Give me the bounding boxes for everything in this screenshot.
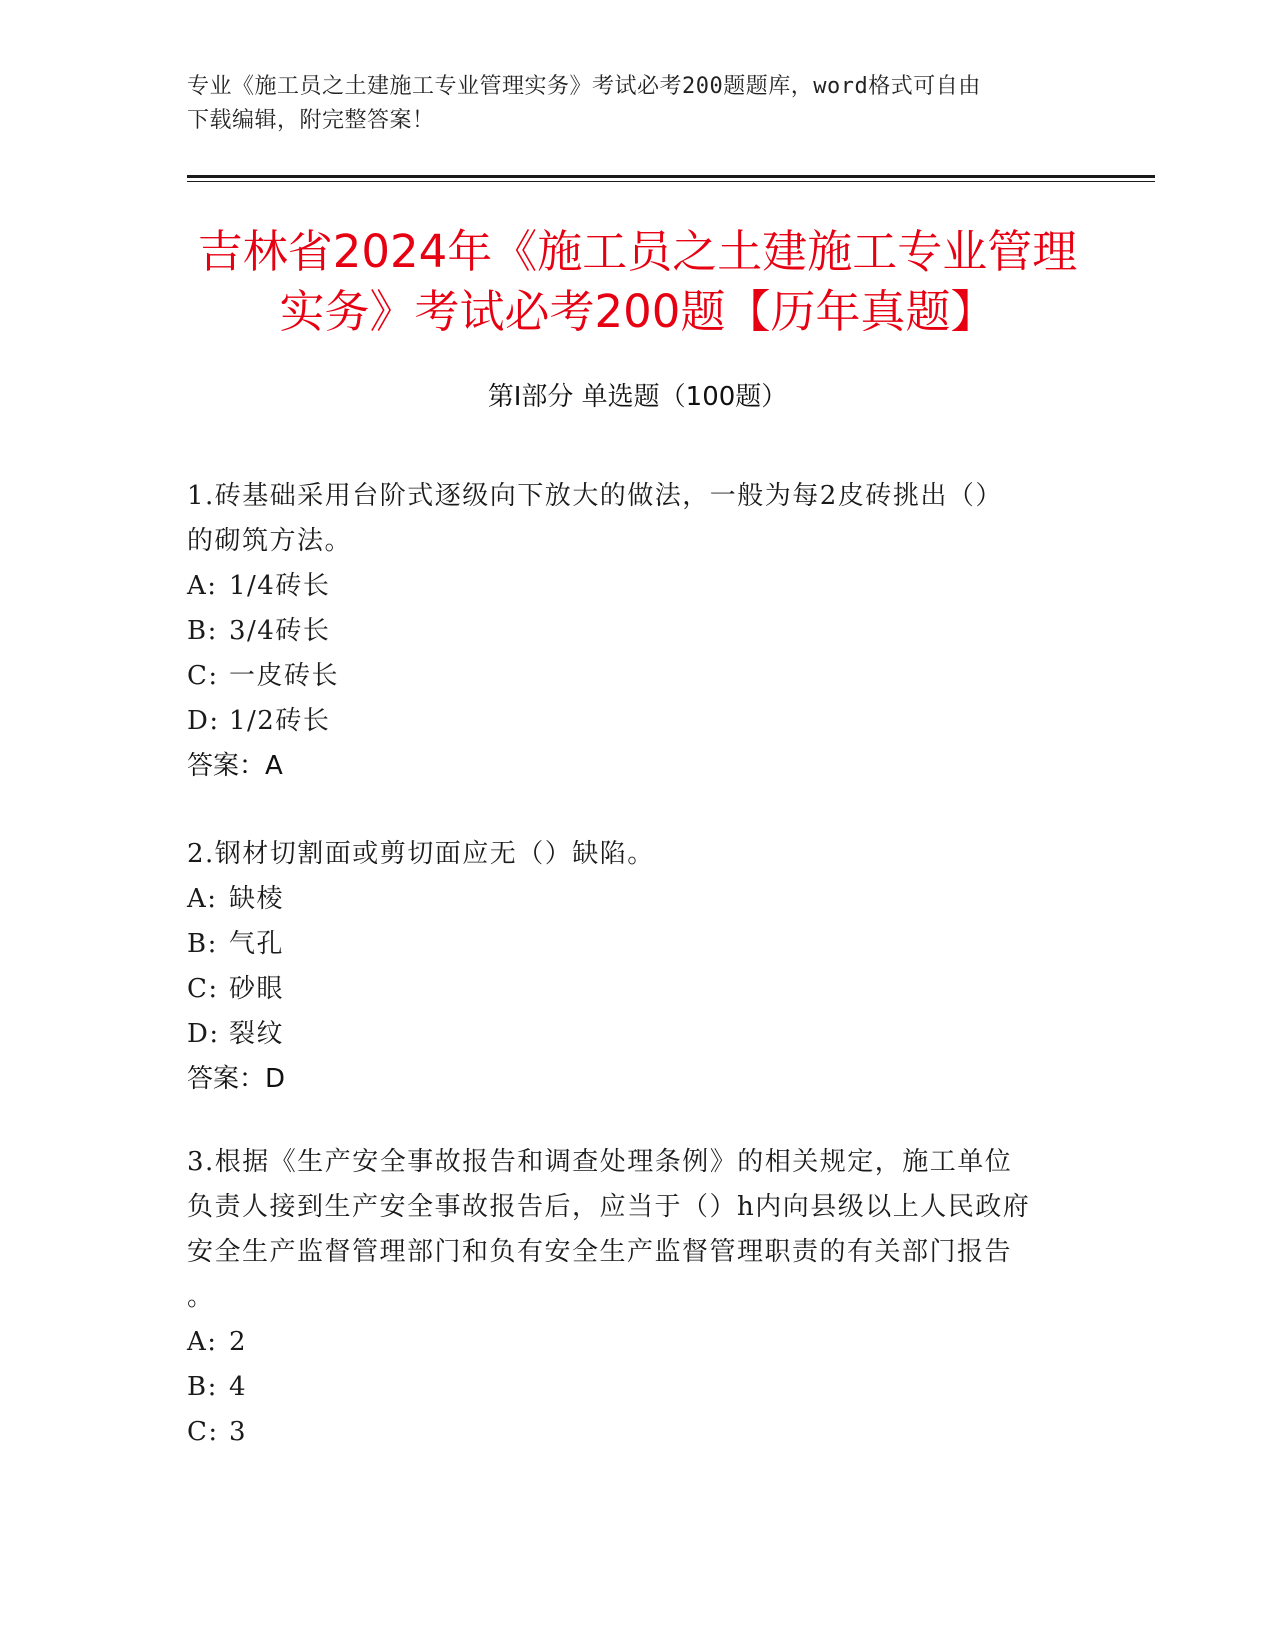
answer: 答案：A: [187, 751, 283, 781]
question-stem-line: 1.砖基础采用台阶式逐级向下放大的做法，一般为每2皮砖挑出（）: [187, 481, 1003, 511]
option-a: [187, 564, 1067, 609]
option-text: 4: [229, 1372, 248, 1402]
question-stem-line: 负责人接到生产安全事故报告后，应当于（）h内向县级以上人民政府: [187, 1192, 1031, 1222]
option-d: [187, 699, 1067, 744]
option-letter: D:: [187, 706, 220, 736]
option-text: 3: [229, 1417, 248, 1447]
option-letter: D:: [187, 1019, 220, 1049]
option-text: 裂纹: [229, 1019, 285, 1049]
option-c: [187, 654, 1067, 699]
option-text: 砂眼: [229, 974, 285, 1004]
option-text: 气孔: [229, 929, 285, 959]
header-divider-thick: [187, 175, 1155, 178]
option-c: [187, 1410, 1067, 1455]
question-stem-line: 安全生产监督管理部门和负有安全生产监督管理职责的有关部门报告: [187, 1237, 1013, 1267]
option-b: [187, 1365, 1067, 1410]
option-text: 1/4砖长: [229, 571, 331, 601]
option-letter: B:: [187, 616, 218, 646]
question-stem-line: 。: [187, 1282, 215, 1312]
question-3: [187, 1140, 1067, 1455]
document-title-line-1: 吉林省2024年《施工员之土建施工专业管理: [197, 225, 1078, 278]
header-note-line-2: 下载编辑，附完整答案！: [187, 108, 435, 133]
header-divider-thin: [187, 181, 1155, 182]
question-2: [187, 832, 1067, 1102]
option-letter: B:: [187, 1372, 218, 1402]
section-title: 第Ⅰ部分 单选题（100题）: [487, 382, 788, 412]
option-letter: C:: [187, 974, 219, 1004]
header-note: [187, 70, 1067, 138]
question-stem-line: 2.钢材切割面或剪切面应无（）缺陷。: [187, 839, 655, 869]
option-letter: B:: [187, 929, 218, 959]
option-letter: C:: [187, 1417, 219, 1447]
answer: 答案：D: [187, 1064, 286, 1094]
document-title-line-2: 实务》考试必考200题【历年真题】: [279, 285, 996, 338]
document-title: [140, 222, 1135, 342]
option-b: [187, 922, 1067, 967]
option-c: [187, 967, 1067, 1012]
option-text: 缺棱: [229, 884, 285, 914]
option-b: [187, 609, 1067, 654]
option-letter: C:: [187, 661, 219, 691]
option-text: 3/4砖长: [229, 616, 331, 646]
option-a: [187, 877, 1067, 922]
question-stem-line: 的砌筑方法。: [187, 526, 353, 556]
option-a: [187, 1320, 1067, 1365]
option-letter: A:: [187, 884, 218, 914]
question-1: [187, 474, 1067, 789]
option-letter: A:: [187, 1327, 218, 1357]
question-stem-line: 3.根据《生产安全事故报告和调查处理条例》的相关规定，施工单位: [187, 1147, 1013, 1177]
option-text: 一皮砖长: [229, 661, 340, 691]
header-note-line-1: 专业《施工员之土建施工专业管理实务》考试必考200题题库，word格式可自由: [187, 74, 981, 99]
option-letter: A:: [187, 571, 218, 601]
option-d: [187, 1012, 1067, 1057]
option-text: 1/2砖长: [229, 706, 331, 736]
option-text: 2: [229, 1327, 248, 1357]
